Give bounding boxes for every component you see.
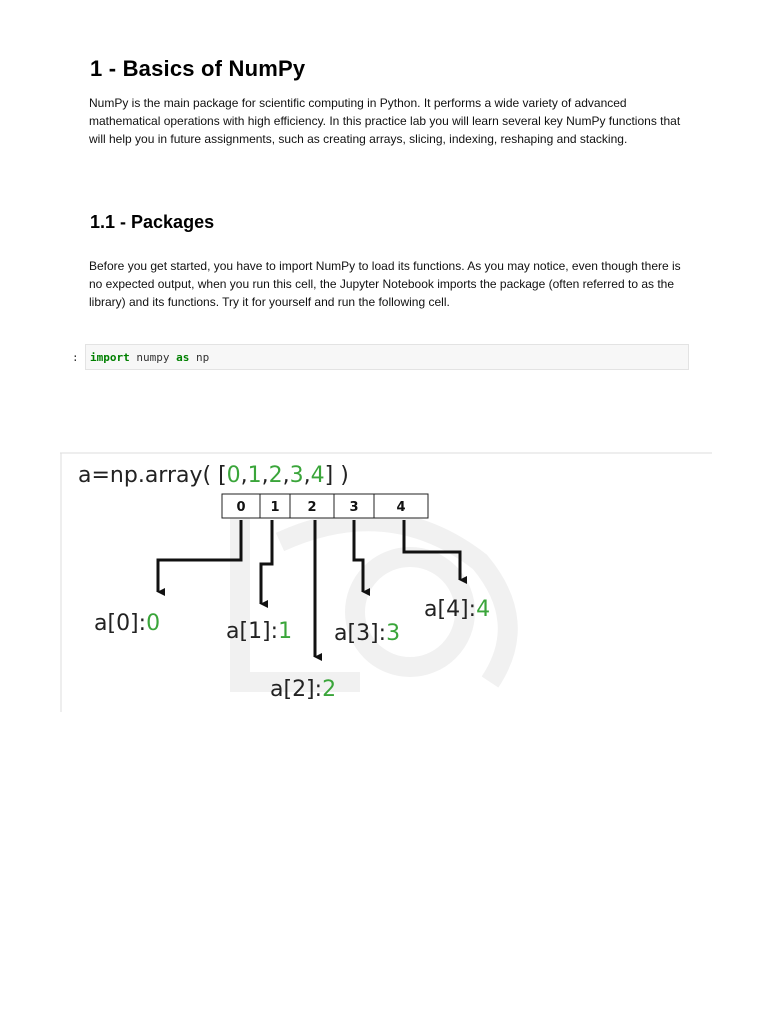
svg-text:a=np.array( [0,1,2,3,4] ) bbox=[78, 463, 349, 488]
code-cell[interactable] bbox=[85, 344, 689, 370]
module-alias: np bbox=[189, 351, 210, 364]
intro-paragraph: NumPy is the main package for scientific computing in Python. It performs a wide variety of advanced mathematical operations with high efficiency. In this practice lab you will learn several key NumPy functions that will help you in future assignments, such as creating arrays, slicing, indexing, reshaping and stacking. bbox=[89, 96, 681, 146]
array-cell-3: 3 bbox=[349, 500, 359, 515]
index-label-2: a[2]:2 bbox=[270, 677, 337, 702]
array-literal-separator: , bbox=[261, 463, 269, 488]
array-literal-separator: , bbox=[240, 463, 248, 488]
packages-paragraph: Before you get started, you have to import NumPy to load its functions. As you may notice, even though there is no expected output, when you run this cell, the Jupyter Notebook imports the package (often referred to as the library) and its functions. Try it for yourself and run the following cell. bbox=[89, 259, 681, 309]
index-label-0: a[0]:0 bbox=[94, 611, 161, 636]
array-expression-prefix: a=np.array( [ bbox=[78, 463, 227, 488]
keyword-as: as bbox=[176, 351, 190, 364]
keyword-import: import bbox=[90, 351, 130, 364]
module-name: numpy bbox=[129, 351, 177, 364]
array-literal-value: 1 bbox=[247, 463, 262, 488]
array-indexing-diagram bbox=[60, 452, 712, 712]
cell-prompt: : bbox=[72, 351, 79, 364]
array-literal-separator: , bbox=[303, 463, 311, 488]
index-label-1: a[1]:1 bbox=[226, 619, 293, 644]
array-literal-separator: , bbox=[282, 463, 290, 488]
array-cell-4: 4 bbox=[396, 500, 406, 515]
array-cell-2: 2 bbox=[307, 500, 317, 515]
array-boxes bbox=[222, 494, 428, 518]
index-label-3: a[3]:3 bbox=[334, 621, 401, 646]
array-cell-0: 0 bbox=[236, 500, 246, 515]
array-literal-value: 2 bbox=[268, 463, 283, 488]
subsection-title: 1.1 - Packages bbox=[90, 212, 215, 232]
array-cell-1: 1 bbox=[270, 500, 280, 515]
array-literal-value: 3 bbox=[289, 463, 304, 488]
index-label-4: a[4]:4 bbox=[424, 597, 491, 622]
array-literal-value: 0 bbox=[226, 463, 241, 488]
array-literal-value: 4 bbox=[310, 463, 325, 488]
array-expression-suffix: ] ) bbox=[324, 463, 349, 488]
section-title: 1 - Basics of NumPy bbox=[90, 56, 306, 81]
